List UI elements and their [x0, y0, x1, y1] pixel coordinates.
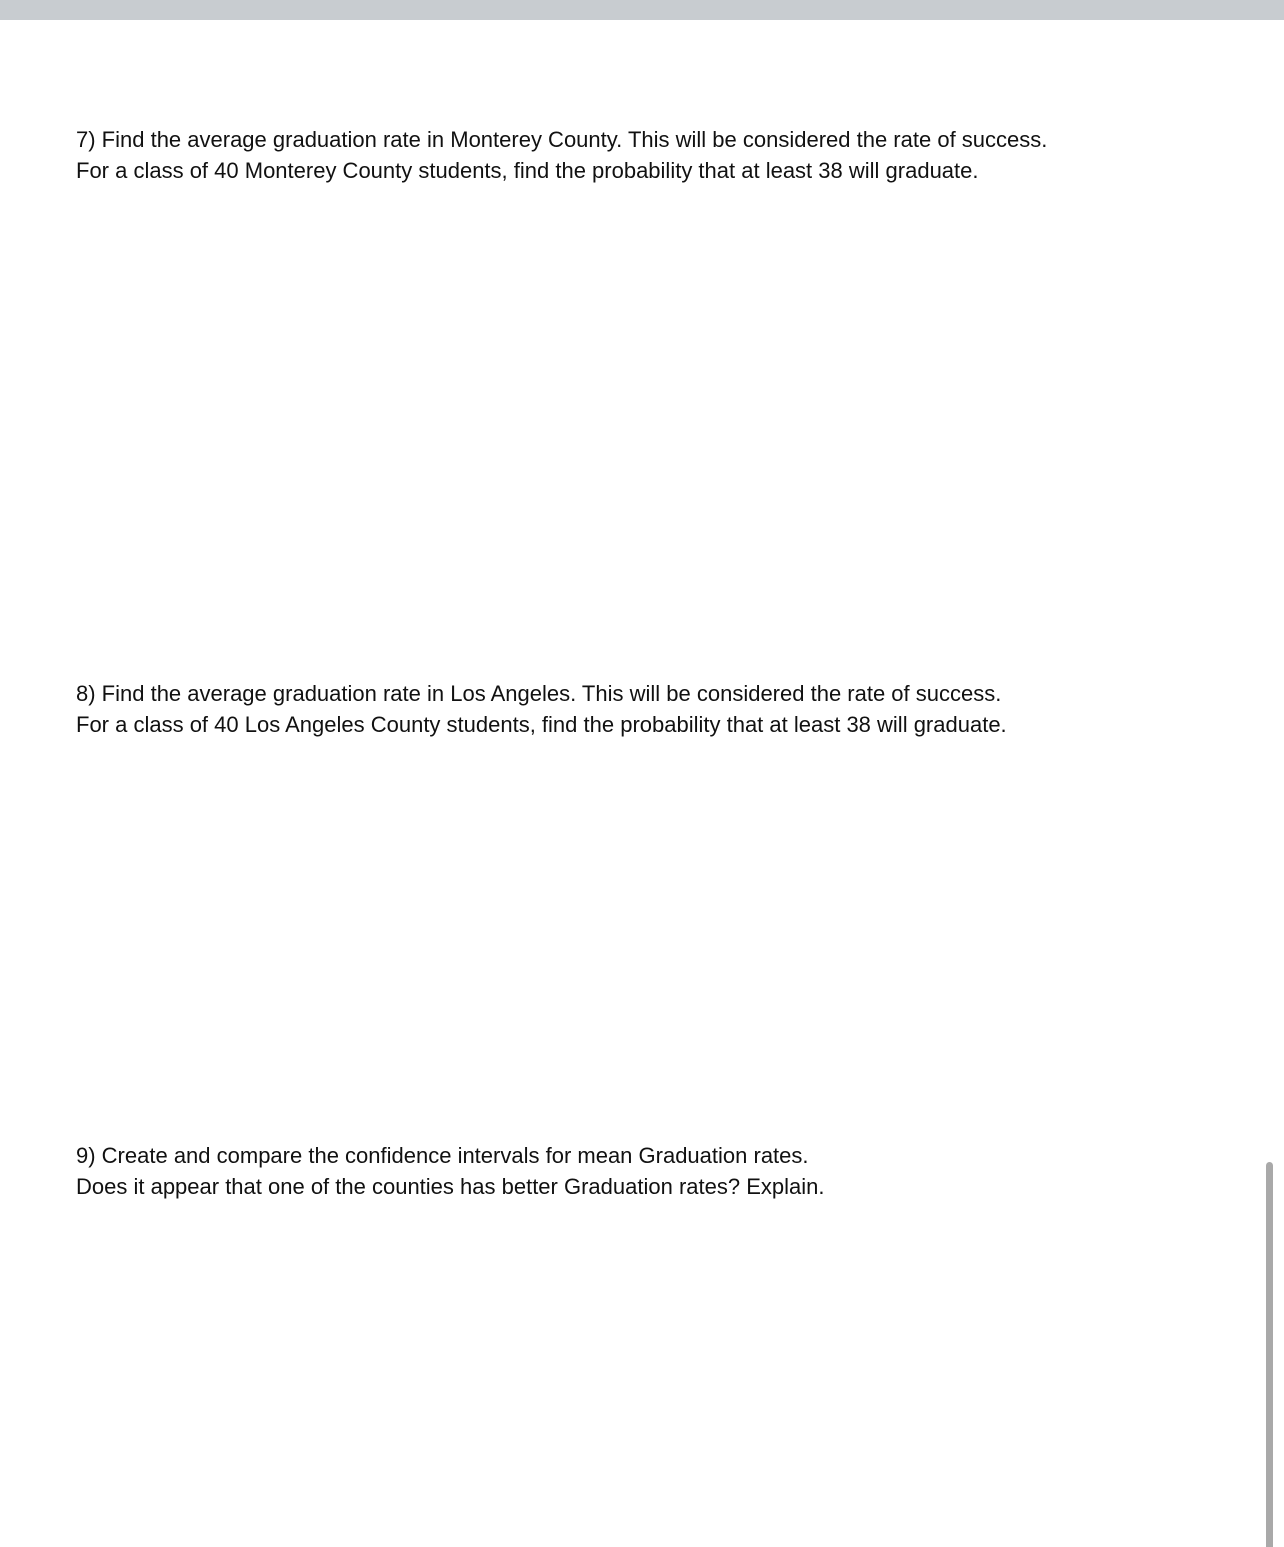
- vertical-scrollbar-thumb[interactable]: [1266, 1162, 1273, 1547]
- question-8-line-2: For a class of 40 Los Angeles County students, find the probability that at least 38 will graduate.: [76, 712, 1007, 737]
- question-7-line-2: For a class of 40 Monterey County students, find the probability that at least 38 will graduate.: [76, 158, 979, 183]
- question-9-line-1: 9) Create and compare the confidence intervals for mean Graduation rates.: [76, 1143, 809, 1168]
- question-8: [76, 678, 1007, 740]
- question-9-line-2: Does it appear that one of the counties has better Graduation rates? Explain.: [76, 1174, 825, 1199]
- question-7-line-1: 7) Find the average graduation rate in Monterey County. This will be considered the rate of success.: [76, 127, 1048, 152]
- question-8-line-1: 8) Find the average graduation rate in Los Angeles. This will be considered the rate of success.: [76, 681, 1002, 706]
- question-9: [76, 1140, 824, 1202]
- top-toolbar-strip: [0, 0, 1284, 20]
- question-7: [76, 124, 1047, 186]
